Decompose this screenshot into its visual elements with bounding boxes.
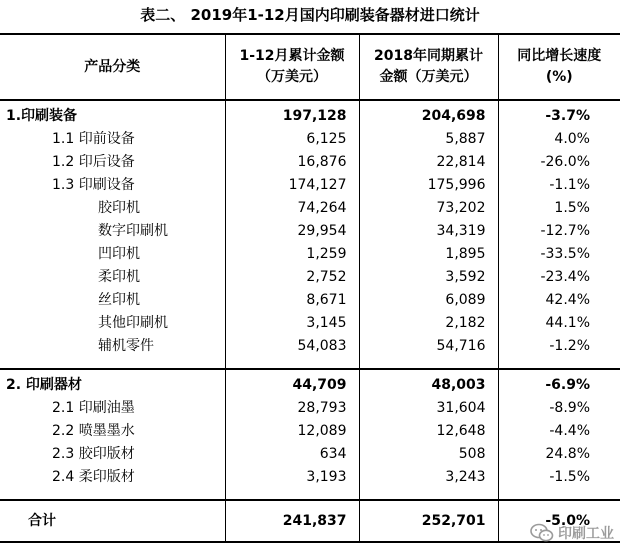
table-row	[0, 289, 620, 312]
header-growth: 同比增长速度 (%)	[498, 34, 620, 100]
row-amount: 241,837	[225, 500, 359, 542]
table-row	[0, 335, 620, 358]
table-row	[0, 220, 620, 243]
section-row-printing-equipment	[0, 100, 620, 128]
row-label: 2.2 喷墨墨水	[0, 420, 225, 443]
row-label: 胶印机	[0, 197, 225, 220]
import-statistics-table	[0, 33, 620, 543]
row-prev-amount: 252,701	[359, 500, 498, 542]
row-growth: -8.9%	[498, 397, 620, 420]
row-amount: 29,954	[225, 220, 359, 243]
row-amount: 197,128	[225, 100, 359, 128]
row-amount: 28,793	[225, 397, 359, 420]
row-amount: 74,264	[225, 197, 359, 220]
row-prev-amount: 73,202	[359, 197, 498, 220]
row-growth: -3.7%	[498, 100, 620, 128]
row-prev-amount: 3,592	[359, 266, 498, 289]
row-amount: 2,752	[225, 266, 359, 289]
row-amount: 634	[225, 443, 359, 466]
row-label: 柔印机	[0, 266, 225, 289]
table-row	[0, 151, 620, 174]
row-prev-amount: 2,182	[359, 312, 498, 335]
row-growth: -1.5%	[498, 466, 620, 489]
row-label: 其他印刷机	[0, 312, 225, 335]
row-prev-amount: 5,887	[359, 128, 498, 151]
table-title: 表二、 2019年1-12月国内印刷装备器材进口统计	[140, 6, 480, 24]
row-prev-amount: 54,716	[359, 335, 498, 358]
row-growth: -6.9%	[498, 369, 620, 397]
total-row	[0, 500, 620, 542]
row-prev-amount: 204,698	[359, 100, 498, 128]
row-growth: -12.7%	[498, 220, 620, 243]
row-amount: 3,193	[225, 466, 359, 489]
table-row	[0, 243, 620, 266]
row-label: 2.3 胶印版材	[0, 443, 225, 466]
header-prev-amount: 2018年同期累计 金额（万美元）	[359, 34, 498, 100]
watermark	[530, 523, 614, 543]
row-amount: 3,145	[225, 312, 359, 335]
row-growth: 42.4%	[498, 289, 620, 312]
table-row	[0, 197, 620, 220]
row-label: 合计	[0, 500, 225, 542]
row-label: 2.1 印刷油墨	[0, 397, 225, 420]
row-prev-amount: 12,648	[359, 420, 498, 443]
row-prev-amount: 175,996	[359, 174, 498, 197]
row-amount: 1,259	[225, 243, 359, 266]
row-prev-amount: 22,814	[359, 151, 498, 174]
row-label: 2.4 柔印版材	[0, 466, 225, 489]
row-growth: -1.1%	[498, 174, 620, 197]
header-category: 产品分类	[0, 34, 225, 100]
table-row	[0, 174, 620, 197]
row-growth: 44.1%	[498, 312, 620, 335]
row-label: 丝印机	[0, 289, 225, 312]
section-row-printing-materials	[0, 369, 620, 397]
row-label: 数字印刷机	[0, 220, 225, 243]
row-amount: 54,083	[225, 335, 359, 358]
spacer-row	[0, 489, 620, 500]
row-growth: -26.0%	[498, 151, 620, 174]
row-label: 1.印刷装备	[0, 100, 225, 128]
row-growth: 4.0%	[498, 128, 620, 151]
row-label: 凹印机	[0, 243, 225, 266]
watermark-text: 印刷工业	[558, 526, 614, 542]
row-prev-amount: 1,895	[359, 243, 498, 266]
row-label: 1.2 印后设备	[0, 151, 225, 174]
row-growth: -1.2%	[498, 335, 620, 358]
row-prev-amount: 508	[359, 443, 498, 466]
table-row	[0, 266, 620, 289]
row-growth: 24.8%	[498, 443, 620, 466]
table-row	[0, 397, 620, 420]
row-amount: 8,671	[225, 289, 359, 312]
table-row	[0, 420, 620, 443]
row-amount: 6,125	[225, 128, 359, 151]
row-growth: -33.5%	[498, 243, 620, 266]
row-amount: 12,089	[225, 420, 359, 443]
table-row	[0, 128, 620, 151]
row-label: 1.1 印前设备	[0, 128, 225, 151]
spacer-row	[0, 358, 620, 369]
row-growth: 1.5%	[498, 197, 620, 220]
row-prev-amount: 48,003	[359, 369, 498, 397]
row-label: 2. 印刷器材	[0, 369, 225, 397]
row-label: 辅机零件	[0, 335, 225, 358]
row-label: 1.3 印刷设备	[0, 174, 225, 197]
row-prev-amount: 31,604	[359, 397, 498, 420]
header-row	[0, 34, 620, 100]
row-growth: -4.4%	[498, 420, 620, 443]
row-prev-amount: 34,319	[359, 220, 498, 243]
row-amount: 174,127	[225, 174, 359, 197]
row-amount: 44,709	[225, 369, 359, 397]
row-amount: 16,876	[225, 151, 359, 174]
row-growth: -23.4%	[498, 266, 620, 289]
wechat-icon	[530, 523, 554, 543]
row-prev-amount: 3,243	[359, 466, 498, 489]
table-row	[0, 443, 620, 466]
table-row	[0, 312, 620, 335]
table-row	[0, 466, 620, 489]
row-growth: -5.0%	[498, 500, 620, 542]
header-amount: 1-12月累计金额 （万美元）	[225, 34, 359, 100]
row-prev-amount: 6,089	[359, 289, 498, 312]
